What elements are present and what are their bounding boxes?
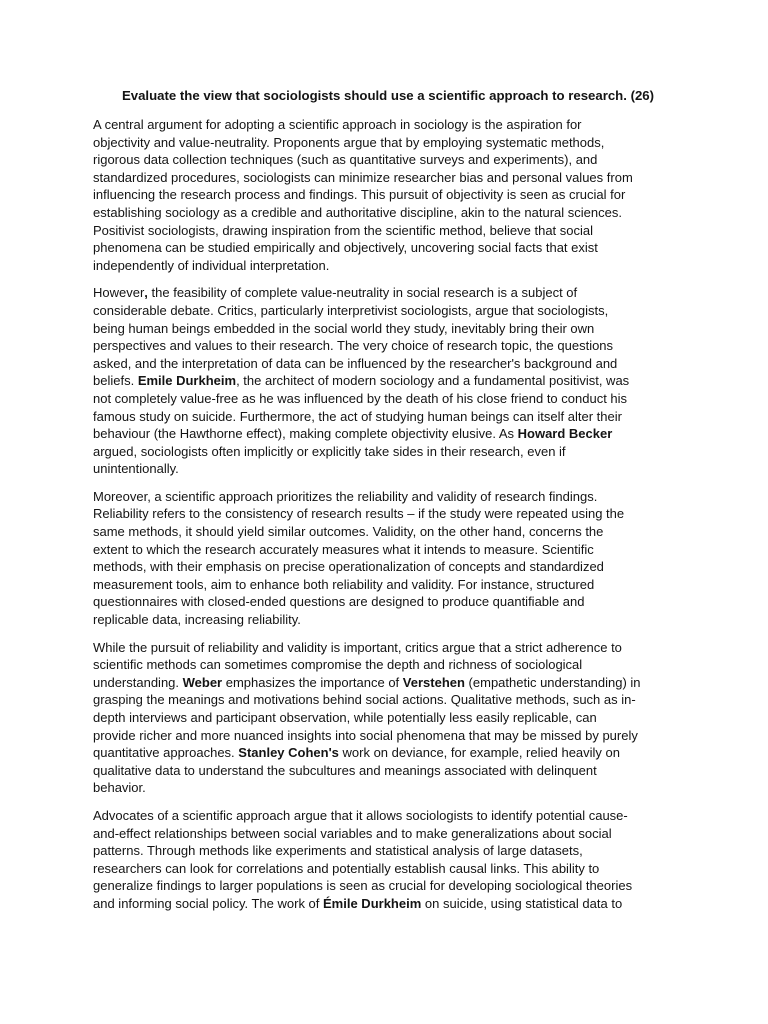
text-line: extent to which the research accurately measures what it intends to measure. Scientific — [93, 541, 594, 557]
text-line: standardized procedures, sociologists can minimize researcher bias and personal values from — [93, 169, 633, 185]
text-line: questionnaires with closed-ended questions are designed to produce quantifiable and — [93, 594, 585, 610]
text-line: asked, and the interpretation of data can be influenced by the researcher's background and — [93, 355, 618, 371]
paragraph-objectivity — [93, 116, 683, 274]
text-run: on suicide, using statistical data to — [421, 895, 623, 911]
name-emile-durkheim: Émile Durkheim — [323, 895, 422, 911]
text-line: objectivity and value-neutrality. Proponents argue that by employing systematic methods, — [93, 134, 605, 150]
text-line: independently of individual interpretation. — [93, 257, 330, 273]
text-run: (empathetic understanding) in — [464, 674, 641, 690]
name-emile-durkheim: Emile Durkheim — [137, 373, 237, 389]
text-run: However — [93, 285, 145, 301]
text-line: behavior. — [93, 780, 146, 796]
name-howard-becker: Howard Becker — [517, 426, 613, 442]
text-line: depth interviews and participant observation, while potentially less easily replicable, can — [93, 710, 597, 725]
text-line: influencing the research process and findings. This pursuit of objectivity is seen as crucial for — [93, 187, 626, 203]
text-line: scientific methods can sometimes compromise the depth and richness of sociological — [93, 657, 583, 673]
text-line — [93, 895, 683, 913]
paragraph-reliability-validity — [93, 488, 683, 629]
text-line: qualitative data to understand the subcultures and meanings associated with delinquent — [93, 762, 597, 778]
text-run: emphasizes the importance of — [222, 674, 403, 690]
text-line: replicable data, increasing reliability. — [93, 612, 301, 628]
document-page — [93, 87, 683, 923]
text-line: same methods, it should yield similar outcomes. Validity, on the other hand, concerns the — [93, 524, 604, 540]
essay-title: Evaluate the view that sociologists should use a scientific approach to research. (26) — [121, 88, 655, 103]
text-line: rigorous data collection techniques (such as quantitative surveys and experiments), and — [93, 152, 598, 168]
text-line: grasping the meanings and motivations behind social actions. Qualitative methods, such as in- — [93, 692, 636, 708]
text-line: famous study on suicide. Furthermore, the act of studying human beings can itself alter their — [93, 408, 622, 424]
text-line: being human beings embedded in the social world they study, inevitably bring their own — [93, 320, 595, 336]
text-run: work on deviance, for example, relied heavily on — [338, 745, 620, 761]
text-run: understanding. — [93, 674, 183, 690]
text-line: and-effect relationships between social variables and to make generalizations about social — [93, 825, 612, 841]
text-line: Moreover, a scientific approach prioritizes the reliability and validity of research findings. — [93, 488, 598, 504]
text-line: establishing sociology as a credible and authoritative discipline, akin to the natural sciences. — [93, 204, 622, 220]
name-stanley-cohen: Stanley Cohen's — [238, 745, 339, 761]
text-line: measurement tools, aim to enhance both reliability and validity. For instance, structured — [93, 576, 595, 592]
paragraph-qualitative-critique — [93, 639, 683, 797]
text-line: methods, with their emphasis on precise operationalization of concepts and standardized — [93, 559, 604, 575]
text-line — [93, 744, 683, 762]
text-line: generalize findings to larger populations is seen as crucial for developing sociological theories — [93, 878, 633, 894]
paragraph-value-neutrality — [93, 284, 683, 478]
name-weber: Weber — [182, 674, 223, 690]
text-run: quantitative approaches. — [93, 745, 239, 761]
text-run: behaviour (the Hawthorne effect), making complete objectivity elusive. As — [93, 426, 518, 442]
text-line: unintentionally. — [93, 461, 179, 477]
text-line: Reliability refers to the consistency of research results – if the study were repeated using the — [93, 506, 625, 522]
text-line: perspectives and values to their research. The very choice of research topic, the questions — [93, 338, 614, 354]
text-line: argued, sociologists often implicitly or explicitly take sides in their research, even if — [93, 443, 566, 459]
text-line: considerable debate. Critics, particularly interpretivist sociologists, argue that sociologists, — [93, 302, 609, 318]
bold-comma: , — [144, 285, 148, 301]
text-line — [93, 674, 683, 692]
text-line — [93, 372, 683, 390]
text-line: Positivist sociologists, drawing inspiration from the scientific method, believe that social — [93, 222, 594, 238]
text-line — [93, 425, 683, 443]
text-line: A central argument for adopting a scientific approach in sociology is the aspiration for — [93, 117, 582, 132]
text-line — [93, 284, 683, 302]
text-line: not completely value-free as he was influenced by the death of his close friend to conduct his — [93, 390, 628, 406]
text-line: researchers can look for correlations and potentially establish causal links. This ability to — [93, 860, 600, 876]
term-verstehen: Verstehen — [402, 674, 465, 690]
text-line: phenomena can be studied empirically and objectively, uncovering social facts that exist — [93, 240, 598, 256]
text-line: patterns. Through methods like experiments and statistical analysis of large datasets, — [93, 843, 583, 859]
text-run: the feasibility of complete value-neutrality in social research is a subject of — [147, 285, 578, 301]
paragraph-causality-generalization — [93, 807, 683, 913]
text-line: While the pursuit of reliability and validity is important, critics argue that a strict adherence to — [93, 639, 622, 655]
text-run: , the architect of modern sociology and a fundamental positivist, was — [236, 373, 630, 389]
text-run: beliefs. — [93, 373, 138, 389]
text-line: Advocates of a scientific approach argue that it allows sociologists to identify potential cause- — [93, 807, 628, 823]
text-line: provide richer and more nuanced insights into social phenomena that may be missed by purely — [93, 727, 638, 743]
text-run: and informing social policy. The work of — [93, 895, 324, 911]
